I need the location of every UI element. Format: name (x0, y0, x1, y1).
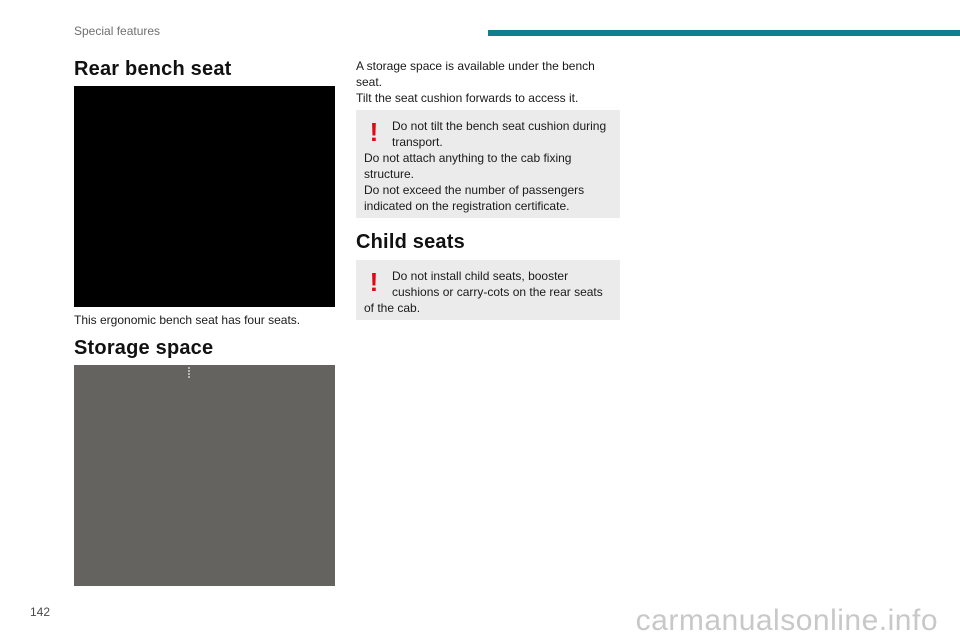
storage-intro-line2: Tilt the seat cushion forwards to access it. (356, 91, 579, 105)
storage-space-image (74, 365, 335, 586)
warning-box-transport (356, 110, 620, 218)
storage-intro (356, 58, 606, 106)
rear-bench-caption: This ergonomic bench seat has four seats. (74, 313, 301, 327)
rear-bench-image (74, 86, 335, 307)
storage-space-heading: Storage space (74, 337, 214, 359)
warning1-line2: Do not attach anything to the cab fixing structure. (364, 151, 572, 181)
storage-intro-line1: A storage space is available under the bench seat. (356, 59, 595, 89)
warning2-text: Do not install child seats, booster cushions or carry-cots on the rear seats of the cab. (364, 269, 603, 315)
warning1-line1: Do not tilt the bench seat cushion during transport. (392, 119, 607, 149)
watermark-text: carmanualsonline.info (635, 604, 938, 637)
image-mark (188, 367, 190, 379)
header-accent-bar (488, 30, 960, 36)
warning-box-child-seats (356, 260, 620, 320)
warning1-line3: Do not exceed the number of passengers indicated on the registration certificate. (364, 183, 585, 213)
rear-bench-heading: Rear bench seat (74, 58, 232, 80)
exclamation-icon: ! (369, 267, 379, 297)
exclamation-icon: ! (369, 117, 379, 147)
page-number: 142 (30, 605, 51, 619)
child-seats-heading: Child seats (356, 231, 465, 253)
section-title: Special features (74, 24, 161, 38)
